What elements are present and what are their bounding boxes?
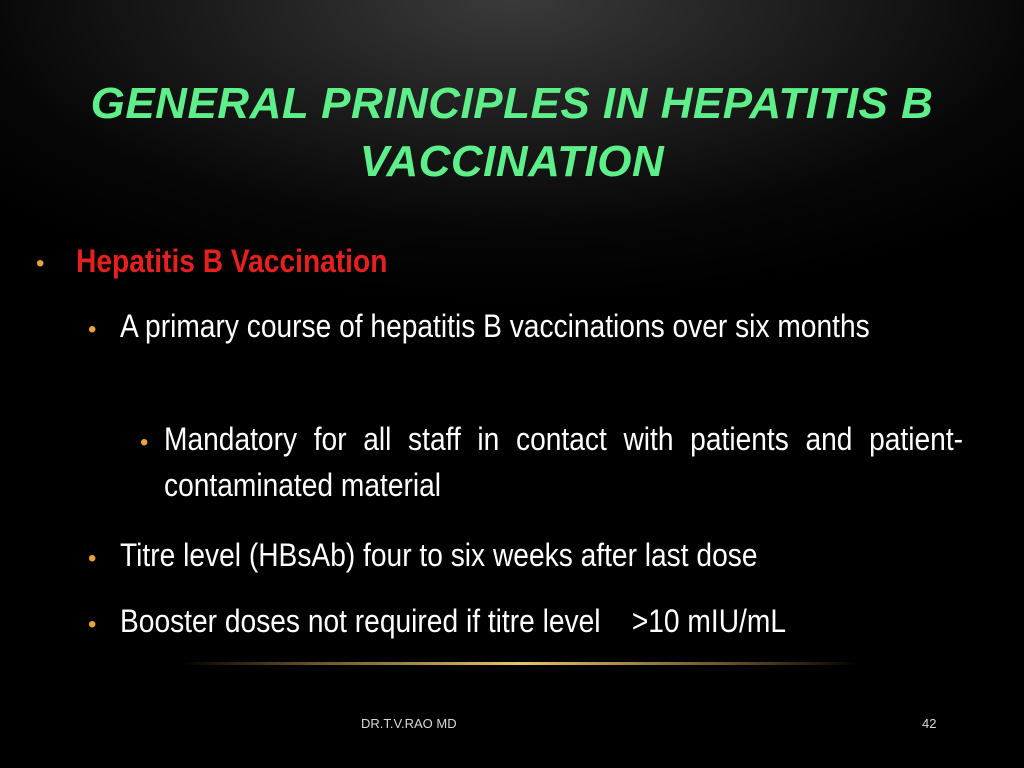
page-number: 42: [922, 716, 937, 731]
bullet-item-mandatory: Mandatory for all staff in contact with patients and patient-contaminated material: [164, 421, 964, 503]
bullet-dot: •: [88, 545, 97, 572]
bullet-dot: •: [88, 611, 97, 638]
gold-divider: [180, 662, 860, 665]
bullet-item-primary-course: A primary course of hepatitis B vaccinations over six months: [120, 308, 870, 344]
bullet-dot: •: [140, 429, 149, 456]
bullet-item-booster: Booster doses not required if titre level >10 mIU/mL: [120, 603, 786, 639]
bullet-heading: Hepatitis B Vaccination: [76, 243, 388, 279]
bullet-item-titre: Titre level (HBsAb) four to six weeks after last dose: [120, 537, 758, 573]
slide-title: GENERAL PRINCIPLES IN HEPATITIS B VACCINATION: [90, 79, 934, 186]
footer-author: DR.T.V.RAO MD: [361, 716, 457, 731]
bullet-dot: •: [88, 316, 97, 343]
bullet-dot: •: [36, 250, 45, 277]
